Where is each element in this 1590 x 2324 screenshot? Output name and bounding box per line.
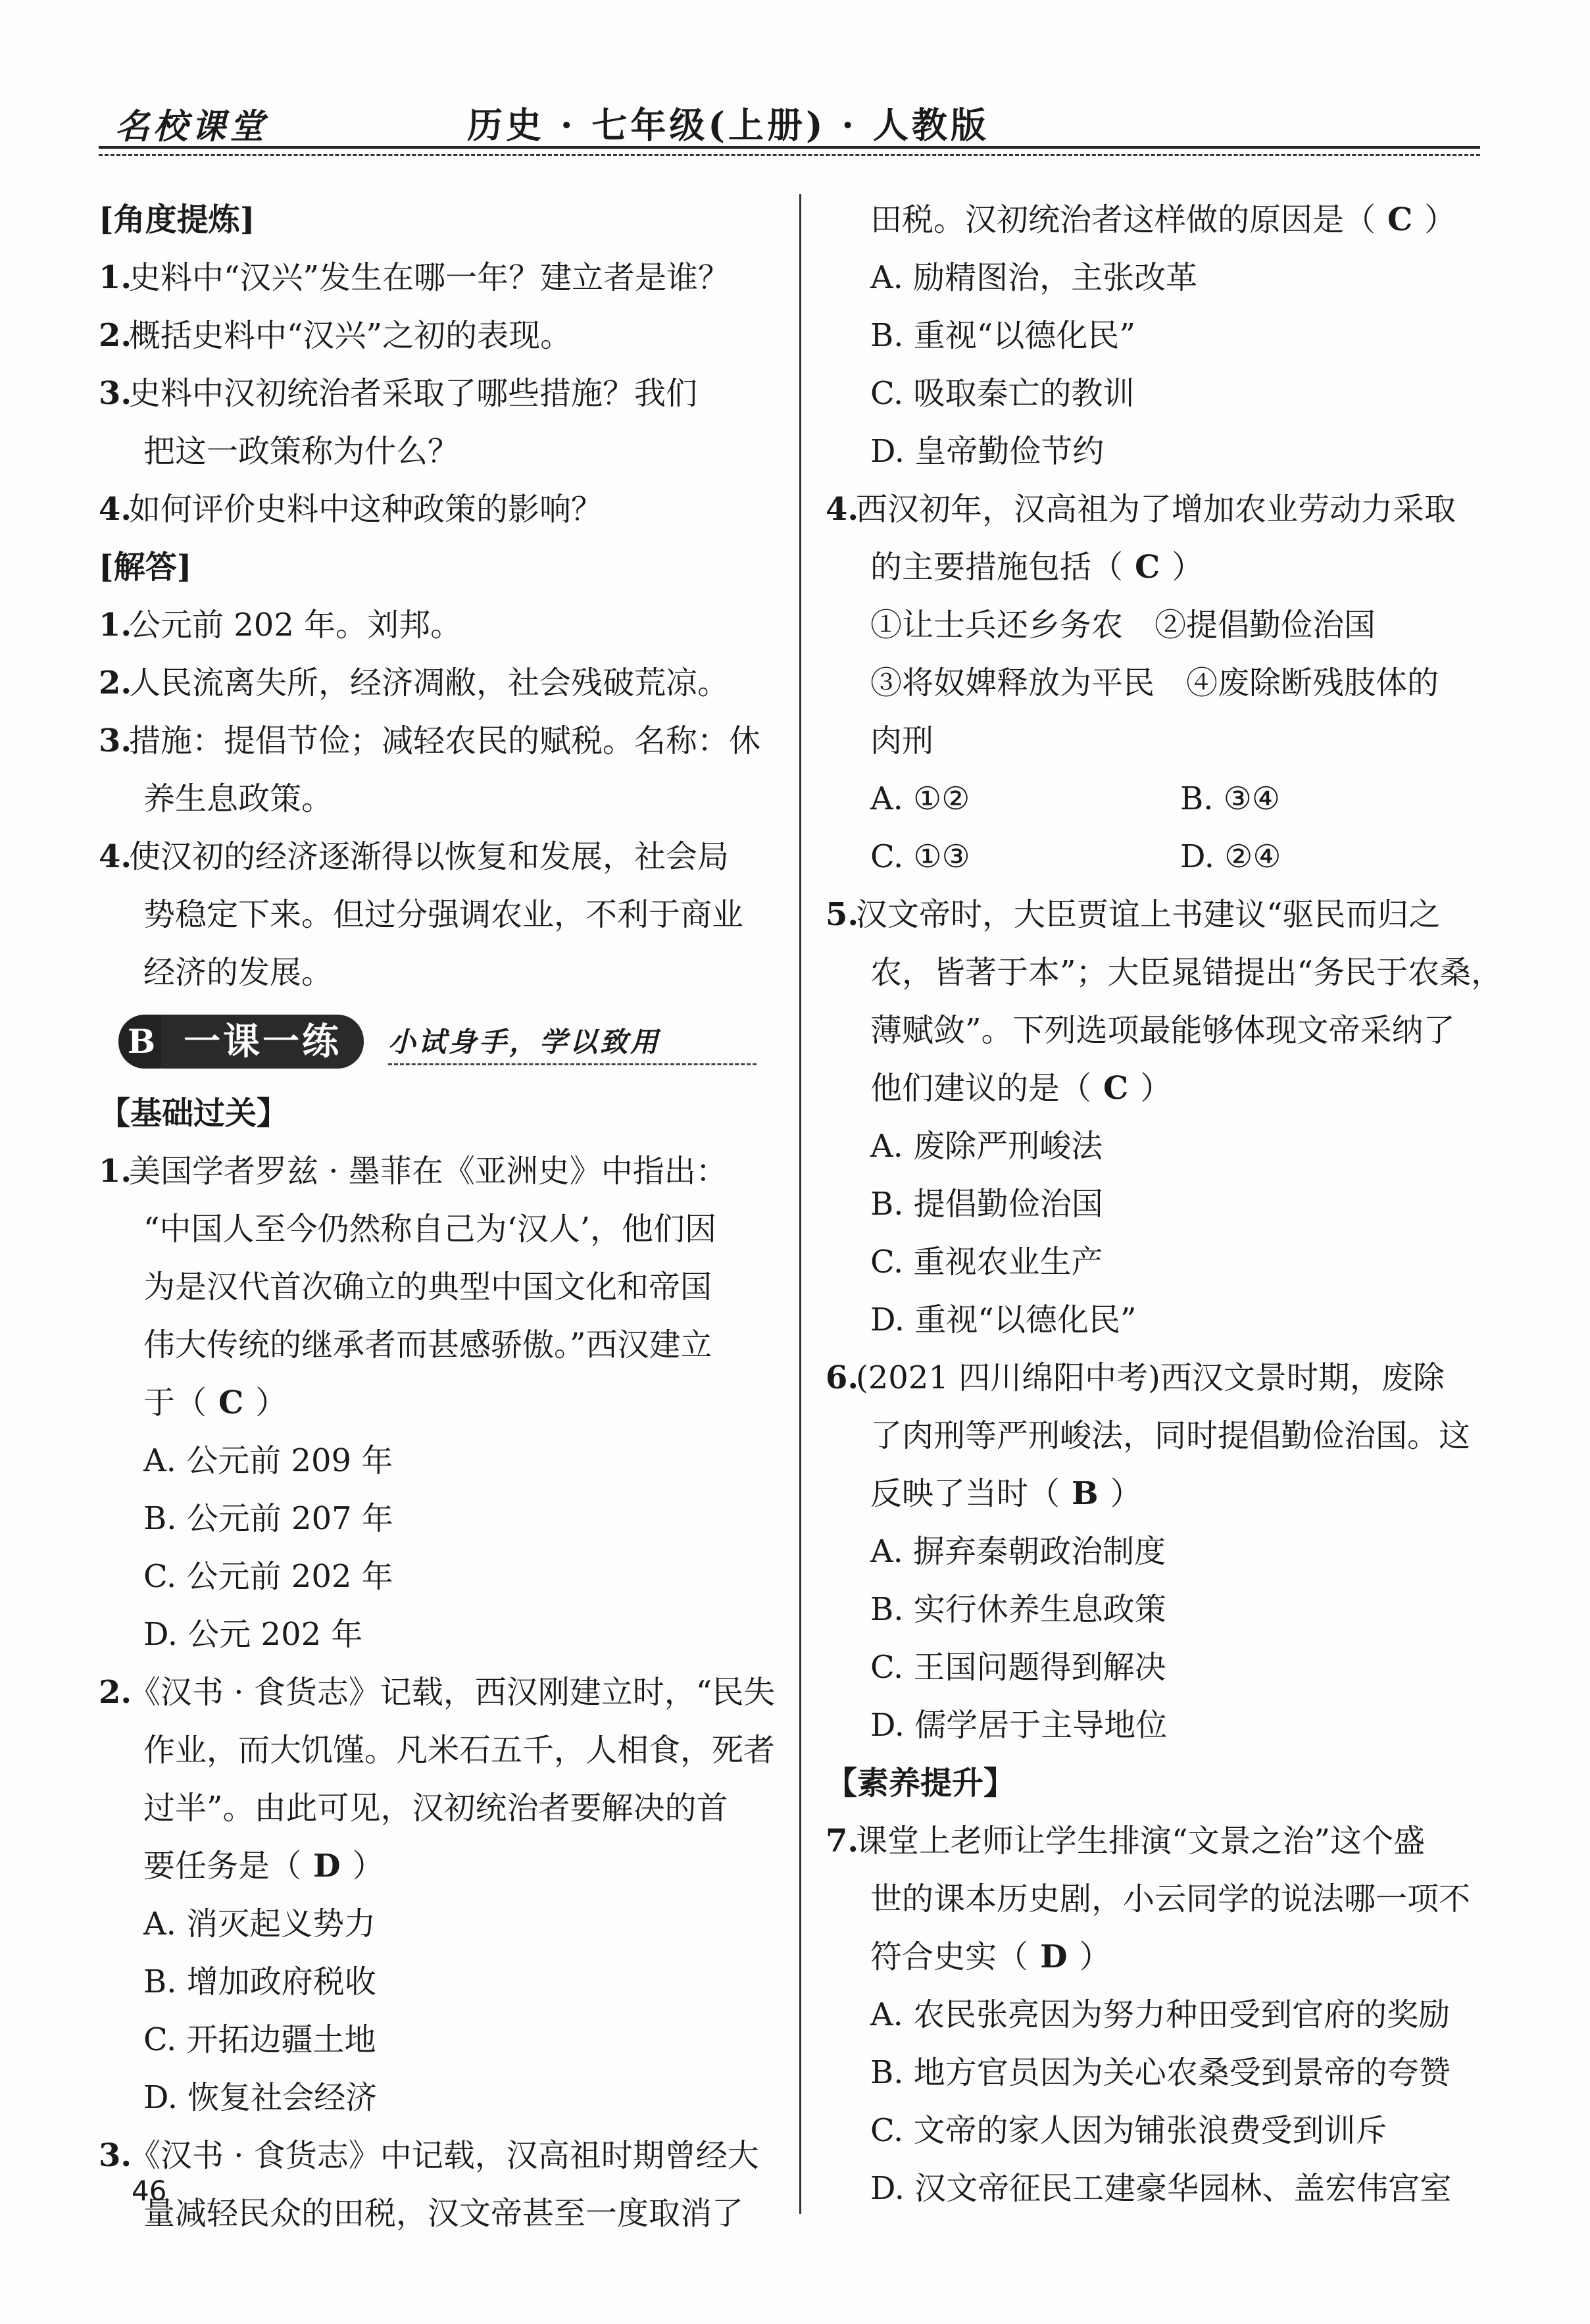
question-number: 7.	[826, 1823, 859, 1859]
numbered-item: ①让士兵还乡务农 ②提倡勤俭治国	[870, 607, 1376, 644]
answer-3	[99, 712, 783, 828]
question-text: 于（	[143, 1384, 207, 1421]
question-text: 美国学者罗兹 · 墨菲在《亚洲史》中指出：	[129, 1153, 728, 1190]
question-text: ）	[255, 1384, 287, 1421]
question-text: 他们建议的是（	[870, 1070, 1092, 1107]
option: A. 农民张亮因为努力种田受到官府的奖励	[870, 1996, 1451, 2033]
option: B. ③④	[1180, 780, 1280, 817]
option: C. 开拓边疆土地	[143, 2021, 376, 2058]
page-number: 46	[132, 2175, 167, 2207]
question-text: ）	[1172, 549, 1204, 586]
option: B. 提倡勤俭治国	[870, 1186, 1103, 1223]
question-3-end	[826, 191, 1490, 480]
answer-text: 势稳定下来。但过分强调农业，不利于商业	[143, 896, 744, 933]
option: C. ①③	[870, 838, 970, 875]
question-2	[99, 1663, 783, 2127]
question-number: 2.	[99, 317, 132, 354]
question-text: 的主要措施包括（	[870, 549, 1124, 586]
question-text: ）	[1424, 201, 1456, 238]
option: C. 重视农业生产	[870, 1244, 1103, 1280]
angle-heading: [角度提炼]	[99, 201, 255, 238]
question-4	[826, 480, 1490, 886]
question-text: 《汉书 · 食货志》中记载，汉高祖时期曾经大	[129, 2137, 759, 2174]
option: A. 消灭起义势力	[143, 1906, 376, 1942]
question-7	[826, 1812, 1490, 2217]
answer-text: 人民流离失所，经济凋敝，社会残破荒凉。	[129, 665, 730, 701]
answer-text: 经济的发展。	[143, 954, 334, 991]
question-text: 世的课本历史剧，小云同学的说法哪一项不	[870, 1881, 1471, 1917]
answer-text: 措施：提倡节俭；减轻农民的赋税。名称：休	[129, 722, 761, 759]
question-text: 史料中“汉兴”发生在哪一年？建立者是谁？	[129, 259, 730, 296]
option: B. 公元前 207 年	[143, 1500, 393, 1537]
answer-number: 4.	[99, 838, 132, 875]
question-text: ）	[1110, 1475, 1142, 1512]
question-text: 薄赋敛”。下列选项最能够体现文帝采纳了	[870, 1012, 1455, 1049]
numbered-item: ③将奴婢释放为平民 ④废除断残肢体的	[870, 665, 1439, 701]
question-text: 符合史实（	[870, 1938, 1029, 1975]
page-header	[99, 86, 1480, 158]
option: B. 地方官员因为关心农桑受到景帝的夸赞	[870, 2054, 1451, 2091]
option: A. 摒弃秦朝政治制度	[870, 1533, 1166, 1570]
question-text: 了肉刑等严刑峻法，同时提倡勤俭治国。这	[870, 1417, 1471, 1454]
numbered-item: 肉刑	[870, 722, 934, 759]
option-row	[826, 828, 1490, 886]
question-text: ）	[1079, 1938, 1111, 1975]
question-number: 4.	[99, 491, 132, 528]
question-text: 如何评价史料中这种政策的影响？	[129, 491, 603, 528]
option-row	[826, 770, 1490, 828]
option: A. ①②	[870, 780, 970, 817]
option: D. 重视“以德化民”	[870, 1301, 1137, 1338]
option: B. 重视“以德化民”	[870, 317, 1135, 354]
answer-2	[99, 654, 783, 712]
right-column	[826, 191, 1503, 2217]
option: B. 增加政府税收	[143, 1963, 376, 2000]
answer-4	[99, 828, 783, 1001]
option: A. 励精图治，主张改革	[870, 259, 1198, 296]
question-text: 要任务是（	[143, 1848, 302, 1884]
question-number: 2.	[99, 1674, 132, 1711]
brand-title: 名校课堂	[115, 107, 268, 147]
question-number: 6.	[826, 1359, 859, 1396]
section-badge: B	[118, 1015, 164, 1069]
question-text: 农，皆著于本”；大臣晁错提出“务民于农桑，	[870, 954, 1503, 991]
question-text: 西汉初年，汉高祖为了增加农业劳动力采取	[856, 491, 1456, 528]
section-subtitle: 小试身手，学以致用	[388, 1026, 661, 1058]
angle-question-1	[99, 249, 783, 307]
option: B. 实行休养生息政策	[870, 1591, 1166, 1628]
question-text: 《汉书 · 食货志》记载，西汉刚建立时，“民失	[129, 1674, 776, 1711]
question-text: 反映了当时（	[870, 1475, 1060, 1512]
option: D. ②④	[1180, 838, 1281, 875]
section-title: 一课一练	[161, 1015, 364, 1069]
answer-letter: D	[1040, 1938, 1068, 1975]
question-text: 概括史料中“汉兴”之初的表现。	[129, 317, 572, 354]
question-3-start	[99, 2127, 783, 2242]
answer-text: 养生息政策。	[143, 780, 334, 817]
option: A. 公元前 209 年	[143, 1442, 393, 1479]
question-text: 把这一政策称为什么？	[143, 433, 460, 470]
question-number: 3.	[99, 375, 132, 412]
answer-letter: C	[1103, 1070, 1129, 1107]
question-text: 田税。汉初统治者这样做的原因是（	[870, 201, 1376, 238]
question-text: ）	[352, 1848, 384, 1884]
question-number: 5.	[826, 896, 859, 933]
header-dashed-rule	[99, 154, 1480, 156]
question-text: 汉文帝时，大臣贾谊上书建议“驱民而归之	[856, 896, 1441, 933]
question-1	[99, 1142, 783, 1663]
option: D. 皇帝勤俭节约	[870, 433, 1105, 470]
angle-question-4	[99, 480, 783, 538]
question-text: 伟大传统的继承者而甚感骄傲。”西汉建立	[143, 1326, 712, 1363]
option: C. 文帝的家人因为铺张浪费受到训斥	[870, 2112, 1387, 2149]
question-text: 作业，而大饥馑。凡米石五千，人相食，死者	[143, 1732, 776, 1769]
question-number: 1.	[99, 259, 132, 296]
question-number: 4.	[826, 491, 859, 528]
question-text: 史料中汉初统治者采取了哪些措施？我们	[129, 375, 698, 412]
basic-heading: 【基础过关】	[99, 1095, 289, 1132]
answer-letter: C	[1135, 549, 1160, 586]
quality-heading: 【素养提升】	[826, 1765, 1016, 1802]
question-6	[826, 1349, 1490, 1754]
book-title: 历史 · 七年级(上册) · 人教版	[467, 104, 989, 146]
option: D. 汉文帝征民工建豪华园林、盖宏伟宫室	[870, 2170, 1452, 2207]
column-divider	[799, 194, 801, 2214]
answer-letter: C	[218, 1384, 244, 1421]
question-text: 过半”。由此可见，汉初统治者要解决的首	[143, 1790, 728, 1827]
answer-1	[99, 596, 783, 654]
option: C. 吸取秦亡的教训	[870, 375, 1135, 412]
angle-question-2	[99, 307, 783, 365]
answer-number: 2.	[99, 665, 132, 701]
option: C. 王国问题得到解决	[870, 1649, 1166, 1686]
answer-letter: C	[1387, 201, 1413, 238]
question-text: ）	[1140, 1070, 1172, 1107]
option: D. 公元 202 年	[143, 1616, 363, 1653]
answer-heading: [解答]	[99, 549, 192, 586]
option: D. 儒学居于主导地位	[870, 1707, 1168, 1744]
answer-text: 公元前 202 年。刘邦。	[129, 607, 462, 644]
question-number: 1.	[99, 1153, 132, 1190]
question-text: 为是汉代首次确立的典型中国文化和帝国	[143, 1269, 712, 1305]
answer-text: 使汉初的经济逐渐得以恢复和发展，社会局	[129, 838, 730, 875]
section-banner	[99, 1005, 783, 1084]
option: A. 废除严刑峻法	[870, 1128, 1103, 1165]
answer-number: 3.	[99, 722, 132, 759]
question-text: “中国人至今仍然称自己为‘汉人’，他们因	[143, 1211, 717, 1248]
option: D. 恢复社会经济	[143, 2079, 378, 2116]
question-number: 3.	[99, 2137, 132, 2174]
question-5	[826, 886, 1503, 1349]
header-rule	[99, 146, 1480, 149]
option: C. 公元前 202 年	[143, 1558, 393, 1595]
question-text: 量减轻民众的田税，汉文帝甚至一度取消了	[143, 2195, 744, 2232]
question-text: (2021 四川绵阳中考)西汉文景时期，废除	[856, 1359, 1445, 1396]
angle-question-3	[99, 365, 783, 480]
question-text: 课堂上老师让学生排演“文景之治”这个盛	[856, 1823, 1426, 1859]
answer-letter: D	[313, 1848, 341, 1884]
answer-number: 1.	[99, 607, 132, 644]
left-column	[99, 191, 783, 2242]
banner-dashed-rule	[388, 1063, 757, 1065]
answer-letter: B	[1072, 1475, 1099, 1512]
